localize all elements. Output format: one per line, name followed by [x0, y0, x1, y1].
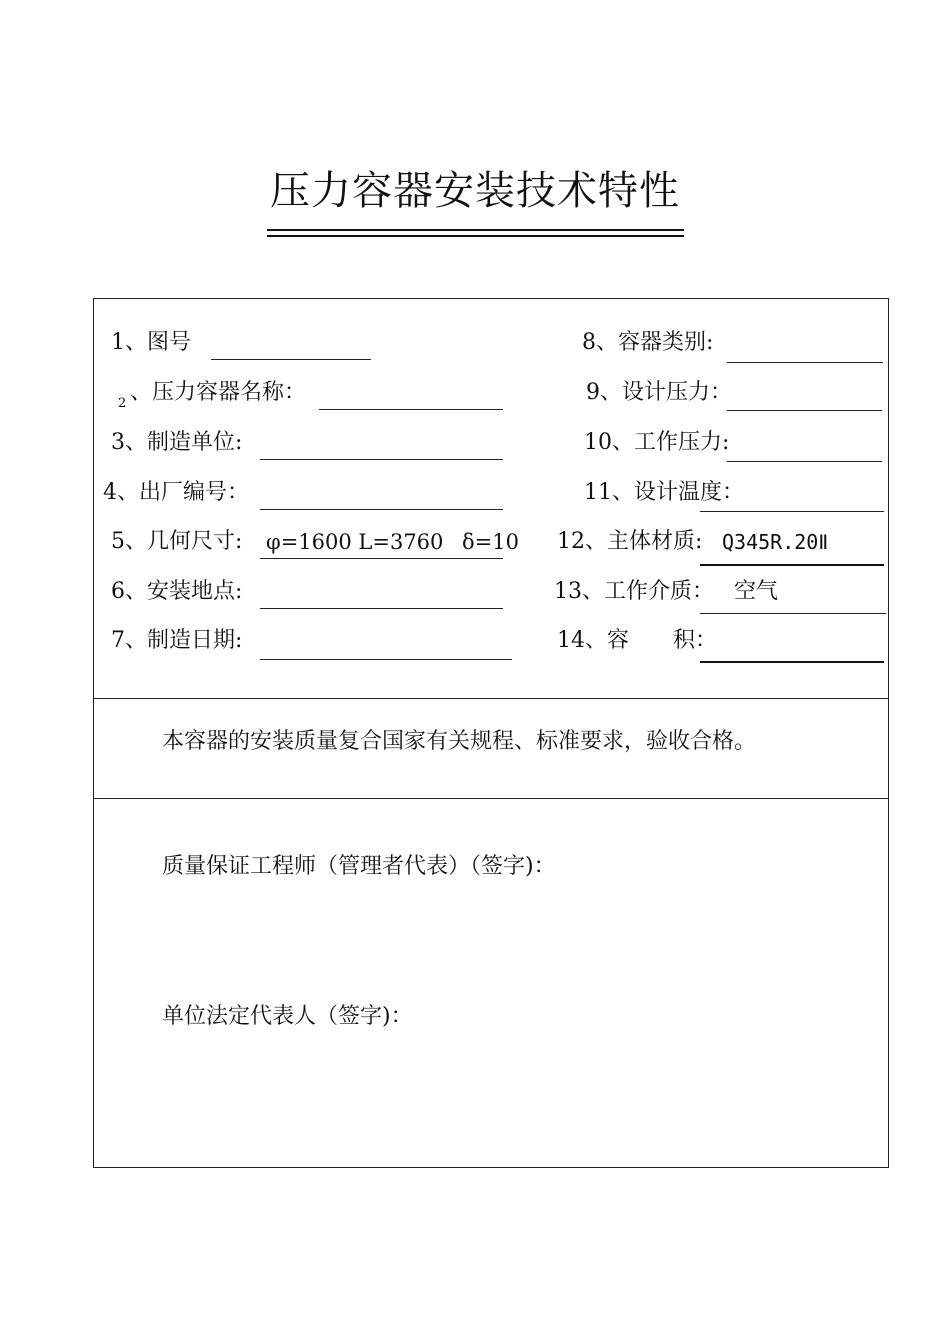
page-title: 压力容器安装技术特性	[270, 168, 680, 214]
field-label-dimensions: 5、几何尺寸:	[111, 529, 243, 554]
qa-engineer-signature-label: 质量保证工程师（管理者代表）（签字)：	[162, 854, 556, 879]
field-line-dimensions[interactable]	[260, 558, 503, 559]
field-line-vessel-category[interactable]	[727, 362, 883, 363]
field-label-volume: 14、容 积：	[557, 628, 717, 653]
field-line-main-material[interactable]	[700, 564, 884, 566]
field-label-main-material: 12、主体材质:	[557, 529, 703, 554]
field-number-2: 2	[118, 396, 127, 411]
title-underline-top	[267, 229, 684, 231]
acceptance-statement: 本容器的安装质量复合国家有关规程、标准要求，验收合格。	[162, 729, 757, 754]
field-line-manufacturer[interactable]	[260, 459, 503, 460]
field-line-vessel-name[interactable]	[319, 409, 503, 410]
field-label-manufacture-date: 7、制造日期:	[111, 628, 243, 653]
field-label-serial-no: 4、出厂编号：	[103, 480, 249, 505]
field-label-design-pressure: 9、设计压力：	[586, 380, 732, 405]
form-divider-2	[93, 798, 889, 799]
field-value-dimensions: φ=1600 L=3760	[266, 530, 444, 554]
field-label-drawing-no: 1、图号	[111, 330, 191, 355]
field-value-thickness: δ=10	[462, 530, 519, 554]
title-underline-bottom	[267, 235, 684, 237]
field-label-working-medium: 13、工作介质：	[554, 579, 714, 604]
field-value-working-medium: 空气	[734, 579, 779, 604]
field-line-working-pressure[interactable]	[727, 461, 882, 462]
form-divider-1	[93, 698, 889, 699]
field-line-design-pressure[interactable]	[727, 410, 882, 411]
field-line-working-medium[interactable]	[700, 613, 886, 614]
field-label-design-temperature: 11、设计温度：	[584, 480, 744, 505]
field-line-volume[interactable]	[700, 661, 884, 663]
field-line-drawing-no[interactable]	[211, 359, 371, 360]
legal-rep-signature-label: 单位法定代表人（签字)：	[162, 1004, 413, 1029]
field-label-working-pressure: 10、工作压力:	[584, 430, 730, 455]
field-line-install-location[interactable]	[260, 608, 503, 609]
field-value-main-material: Q345R.20Ⅱ	[722, 530, 829, 554]
field-line-manufacture-date[interactable]	[260, 659, 512, 660]
field-line-serial-no[interactable]	[260, 509, 503, 510]
field-label-manufacturer: 3、制造单位:	[111, 430, 243, 455]
field-label-install-location: 6、安装地点:	[111, 579, 243, 604]
field-label-vessel-category: 8、容器类别:	[582, 330, 714, 355]
field-line-design-temperature[interactable]	[700, 511, 884, 512]
field-label-vessel-name: 、压力容器名称：	[130, 380, 307, 405]
